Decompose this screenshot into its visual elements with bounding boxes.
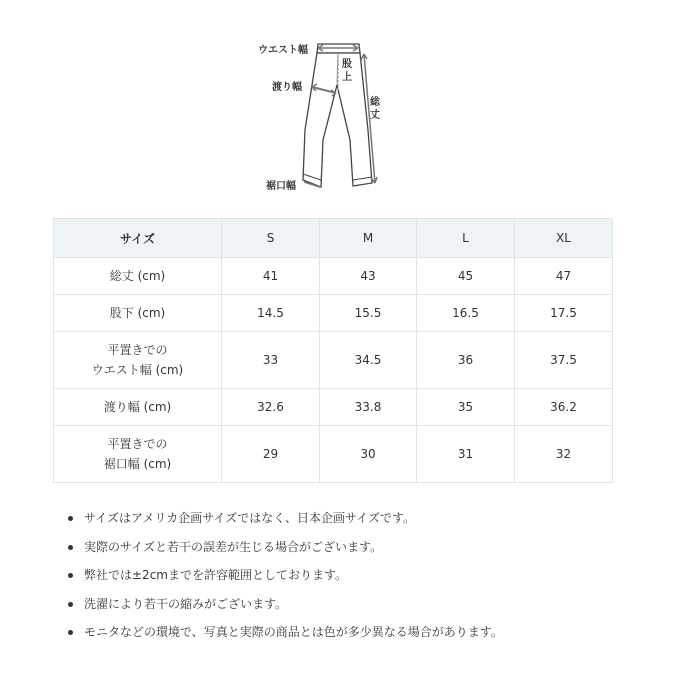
row-label: 股下 (cm) <box>54 295 222 332</box>
table-cell: 36 <box>417 332 515 389</box>
pants-measurement-diagram <box>0 0 680 210</box>
rise-label: 股上 <box>342 59 352 83</box>
bullet-icon <box>68 602 73 607</box>
bullet-icon <box>68 573 73 578</box>
header-size: サイズ <box>54 219 222 258</box>
table-cell: 31 <box>417 426 515 483</box>
table-row <box>54 332 613 389</box>
table-cell: 37.5 <box>515 332 613 389</box>
table-cell: 45 <box>417 258 515 295</box>
table-cell: 34.5 <box>320 332 417 389</box>
row-label: 渡り幅 (cm) <box>54 389 222 426</box>
table-cell: 17.5 <box>515 295 613 332</box>
notes-list <box>66 506 503 649</box>
total-length-label: 総丈 <box>370 97 380 121</box>
hem-width-label: 裾口幅 <box>266 181 296 192</box>
header-xl: XL <box>515 219 613 258</box>
table-cell: 41 <box>222 258 320 295</box>
table-cell: 33 <box>222 332 320 389</box>
size-chart-table <box>53 218 613 483</box>
table-cell: 35 <box>417 389 515 426</box>
table-cell: 29 <box>222 426 320 483</box>
pants-illustration <box>0 0 680 210</box>
table-cell: 33.8 <box>320 389 417 426</box>
table-row <box>54 389 613 426</box>
table-cell: 30 <box>320 426 417 483</box>
header-m: M <box>320 219 417 258</box>
bullet-icon <box>68 545 73 550</box>
waist-width-label: ウエスト幅 <box>258 45 308 56</box>
row-label: 平置きでの ウエスト幅 (cm) <box>54 332 222 389</box>
bullet-icon <box>68 516 73 521</box>
table-cell: 43 <box>320 258 417 295</box>
list-item: 洗濯により若干の縮みがございます。 <box>66 592 503 621</box>
list-item: 実際のサイズと若干の誤差が生じる場合がございます。 <box>66 535 503 564</box>
thigh-width-label: 渡り幅 <box>272 82 302 93</box>
list-item: モニタなどの環境で、写真と実際の商品とは色が多少異なる場合があります。 <box>66 620 503 649</box>
table-cell: 36.2 <box>515 389 613 426</box>
table-cell: 47 <box>515 258 613 295</box>
table-cell: 16.5 <box>417 295 515 332</box>
list-item: 弊社では±2cmまでを許容範囲としております。 <box>66 563 503 592</box>
table-cell: 32 <box>515 426 613 483</box>
header-l: L <box>417 219 515 258</box>
table-cell: 15.5 <box>320 295 417 332</box>
bullet-icon <box>68 630 73 635</box>
table-cell: 14.5 <box>222 295 320 332</box>
table-cell: 32.6 <box>222 389 320 426</box>
table-row <box>54 258 613 295</box>
header-s: S <box>222 219 320 258</box>
row-label: 平置きでの 裾口幅 (cm) <box>54 426 222 483</box>
table-row <box>54 426 613 483</box>
row-label: 総丈 (cm) <box>54 258 222 295</box>
table-row <box>54 295 613 332</box>
table-header-row <box>54 219 613 258</box>
list-item: サイズはアメリカ企画サイズではなく、日本企画サイズです。 <box>66 506 503 535</box>
